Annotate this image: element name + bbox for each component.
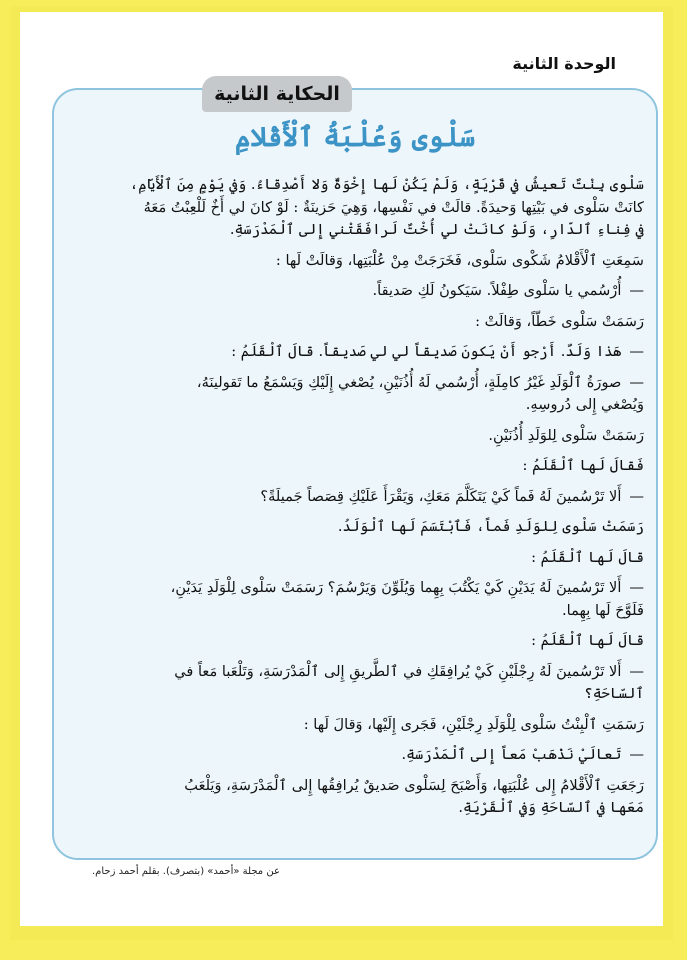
story-paragraph — [66, 714, 644, 737]
story-line — [66, 455, 644, 478]
dialogue-paragraph — [66, 280, 644, 303]
dialogue-dash: — — [629, 343, 644, 360]
story-paragraph — [66, 775, 644, 820]
story-paragraph — [66, 174, 644, 242]
story-line — [66, 197, 644, 220]
dialogue-paragraph — [66, 486, 644, 509]
story-line — [66, 600, 644, 623]
story-line — [66, 311, 644, 334]
dialogue-dash: — — [629, 373, 644, 391]
story-paragraph — [66, 547, 644, 570]
dialogue-dash: — — [629, 579, 644, 596]
story-line-text: فَقالَ لَها ٱلْقَلَمُ : — [522, 457, 644, 474]
unit-label: الوحدة الثانية — [512, 54, 616, 73]
story-line — [66, 341, 644, 364]
story-line — [66, 174, 644, 197]
story-line-text: أَلا تَرْسُمينَ لَهُ يَدَيْنِ كَيْ يَكْتُبَ بِهِما وَيُلَوِّنَ وَيَرْسُمَ؟ رَسَمَتْ سَلْوى لِلْوَلَدِ يَدَيْنِ، — [170, 579, 622, 596]
story-line-text: مَعَها في ٱلسّاحَةِ وَفي ٱلْقَرْيَةِ. — [458, 799, 644, 816]
story-line — [66, 280, 644, 303]
story-line-text: هَذا وَلَدٌ. أَرْجو أَنْ يَكونَ صَديقاً لي لي صَديقاً. قالَ ٱلْقَلَمُ : — [231, 343, 622, 360]
story-body — [66, 174, 644, 828]
story-line — [66, 775, 644, 798]
story-line — [66, 714, 644, 737]
story-line-text: صورَةُ ٱلْوَلَدِ غَيْرُ كامِلَةٍ، أُرْسُمي لَهُ أُذُنَيْنِ، يُصْغي إِلَيْكِ وَيَسْمَعُ ما تَقولينَهُ، — [196, 373, 622, 391]
story-tab-label: الحكاية الثانية — [214, 83, 340, 105]
page — [22, 14, 662, 926]
story-line-text: أَلا تَرْسُمينَ لَهُ فَماً كَيْ يَتَكَلَّمَ مَعَكِ، وَيَقْرَأَ عَلَيْكِ قِصَصاً جَميلَةً؟ — [260, 487, 622, 505]
story-line-text: أَلا تَرْسُمينَ لَهُ رِجْلَيْنِ كَيْ يُرافِقَكِ في ٱلطَّريقِ إِلى ٱلْمَدْرَسَةِ، وَتَلْعَبا مَعاً في — [174, 662, 622, 680]
story-line-text: قالَ لَها ٱلْقَلَمُ : — [531, 632, 644, 649]
story-paragraph — [66, 516, 644, 539]
story-paragraph — [66, 250, 644, 273]
story-line — [66, 744, 644, 767]
story-title: سَلْوى وَعُلْبَةُ ٱلْأَقْلامِ — [234, 122, 476, 153]
story-line — [66, 577, 644, 600]
story-line-text: أُرْسُمي يا سَلْوى طِفْلاً. سَيَكونُ لَكِ صَديقاً. — [372, 282, 622, 299]
story-line — [66, 797, 644, 820]
story-line — [66, 250, 644, 273]
story-paragraph — [66, 455, 644, 478]
story-line-text: وَيُصْغي إِلى دُروسِهِ. — [525, 396, 644, 413]
story-line — [66, 661, 644, 684]
story-line — [66, 516, 644, 539]
story-line — [66, 394, 644, 417]
story-line-text: رَجَعَتِ ٱلْأَقْلامُ إِلى عُلْبَتِها، وَأَصْبَحَ لِسَلْوى صَديقٌ يُرافِقُها إِلى ٱلْمَدْرَسَةِ، وَيَلْعَبُ — [184, 776, 644, 794]
dialogue-dash: — — [629, 662, 644, 680]
story-paragraph — [66, 630, 644, 653]
story-line — [66, 547, 644, 570]
dialogue-paragraph — [66, 341, 644, 364]
story-line-text: في فِناءِ ٱلدّارِ، وَلَوْ كانَتْ لي أُخْتٌ لَرافَقَتْني إِلى ٱلْمَدْرَسَةِ. — [229, 221, 644, 238]
story-paragraph — [66, 311, 644, 334]
story-line-text: رَسَمَتْ سَلْوى خَطّاً، وَقالَتْ : — [475, 312, 644, 330]
story-line — [66, 425, 644, 448]
dialogue-dash: — — [629, 487, 644, 505]
dialogue-paragraph — [66, 744, 644, 767]
dialogue-dash: — — [629, 746, 644, 763]
dialogue-dash: — — [629, 282, 644, 299]
story-line — [66, 630, 644, 653]
story-line-text: كانَتْ سَلْوى في بَيْتِها وَحيدَةً. قالَتْ في نَفْسِها، وَهِيَ حَزينَةٌ : لَوْ كانَ لي أَخٌ لَلْعِبْتُ مَعَهُ — [143, 198, 644, 216]
story-line-text: فَلَوَّحَ لَها بِهِما. — [562, 601, 644, 619]
story-line — [66, 372, 644, 395]
story-line — [66, 219, 644, 242]
story-line — [66, 486, 644, 509]
dialogue-paragraph — [66, 661, 644, 706]
story-line-text: قالَ لَها ٱلْقَلَمُ : — [531, 548, 644, 566]
story-tab — [202, 76, 352, 112]
dialogue-paragraph — [66, 577, 644, 622]
source-note: عن مجلة «أحمد» (بتصرف). بقلم أحمد زحام. — [92, 866, 280, 877]
story-line-text: سَلْوى بِنْتٌ تَعيشُ في قَرْيَةٍ، وَلَمْ يَكُنْ لَها إِخْوَةٌ وَلا أَصْدِقاءُ. وَفي يَوْمٍ مِنَ ٱلْأَيّامِ، — [129, 176, 644, 193]
story-line-text: رَسَمَتِ ٱلْبِنْتُ سَلْوى لِلْوَلَدِ رِجْلَيْنِ، فَجَرى إِلَيْها، وَقالَ لَها : — [303, 715, 644, 733]
story-line — [66, 683, 644, 706]
dialogue-paragraph — [66, 372, 644, 417]
story-paragraph — [66, 425, 644, 448]
story-line-text: رَسَمَتْ سَلْوى لِلوَلَدِ أُذُنَيْنِ. — [488, 426, 644, 444]
story-line-text: تَعالَيْ نَذْهَبْ مَعاً إِلى ٱلْمَدْرَسَةِ. — [401, 746, 622, 763]
story-line-text: سَمِعَتِ ٱلْأَقْلامُ شَكْوى سَلْوى، فَخَرَجَتْ مِنْ عُلْبَتِها، وَقالَتْ لَها : — [275, 251, 644, 269]
story-line-text: ٱلسّاحَةِ؟ — [584, 685, 644, 702]
story-line-text: رَسَمَتْ سَلْوى لِلوَلَدِ فَماً، فَٱبْتَسَمَ لَها ٱلْوَلَدُ. — [337, 518, 644, 535]
